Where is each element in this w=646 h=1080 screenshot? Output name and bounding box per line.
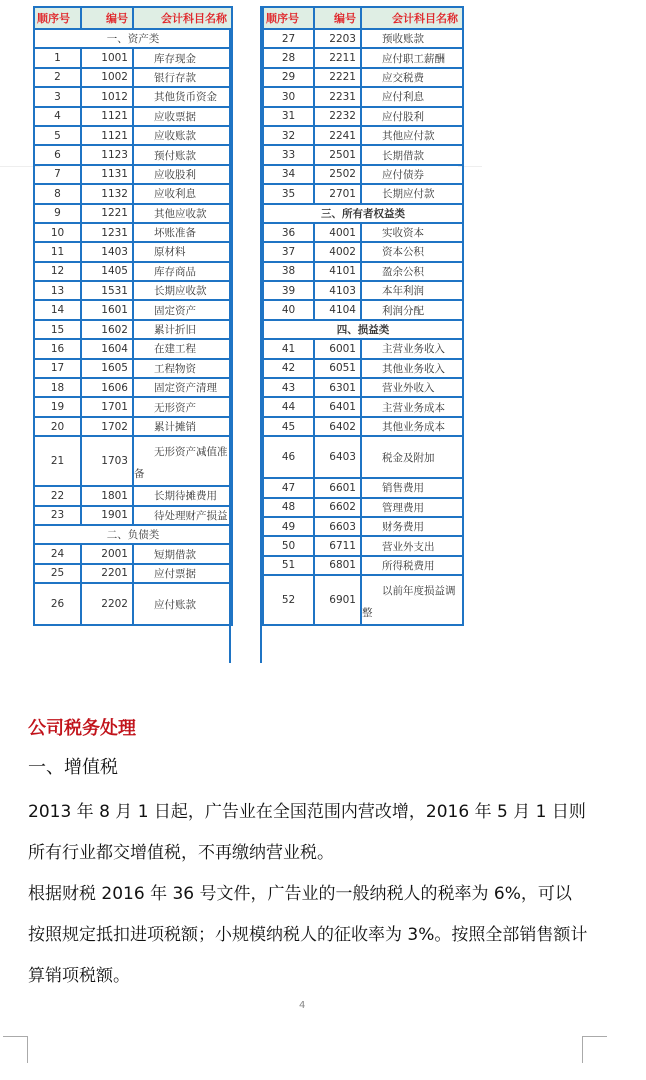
section-row xyxy=(263,320,463,339)
cell-code: 6402 xyxy=(314,417,361,436)
cell-code: 2502 xyxy=(314,165,361,184)
cell-code: 1121 xyxy=(81,126,133,145)
cell-seq: 1 xyxy=(34,48,81,67)
cell-name: 累计摊销 xyxy=(133,417,232,436)
page-number: 4 xyxy=(299,1000,306,1011)
cell-name: 长期借款 xyxy=(361,145,463,164)
table-row xyxy=(263,436,463,478)
cell-code: 4001 xyxy=(314,223,361,242)
cell-name: 应交税费 xyxy=(361,68,463,87)
table-row xyxy=(34,486,232,505)
cell-seq: 45 xyxy=(263,417,314,436)
table-header-row xyxy=(34,7,232,29)
cell-seq: 47 xyxy=(263,478,314,497)
cell-seq: 21 xyxy=(34,436,81,486)
page-corner-mark-left xyxy=(3,1036,28,1063)
cell-name: 库存商品 xyxy=(133,262,232,281)
account-table-right xyxy=(262,6,464,663)
cell-seq: 16 xyxy=(34,339,81,358)
paragraph: 根据财税 2016 年 36 号文件，广告业的一般纳税人的税率为 6%，可以按照规定抵扣进项税额；小规模纳税人的征收率为 3%。按照全部销售额计算销项税额。 xyxy=(28,884,588,986)
table-row xyxy=(34,242,232,261)
cell-seq: 12 xyxy=(34,262,81,281)
table-row xyxy=(263,107,463,126)
cell-code: 1901 xyxy=(81,506,133,525)
cell-code: 1121 xyxy=(81,107,133,126)
cell-code: 1602 xyxy=(81,320,133,339)
table-header-row xyxy=(263,7,463,29)
cell-seq: 31 xyxy=(263,107,314,126)
cell-name: 坏账准备 xyxy=(133,223,232,242)
cell-code: 2203 xyxy=(314,29,361,48)
section-row xyxy=(34,525,232,544)
table-row xyxy=(263,48,463,67)
cell-name: 应付利息 xyxy=(361,87,463,106)
table-row xyxy=(263,29,463,48)
cell-seq: 25 xyxy=(34,564,81,583)
cell-name: 应付股利 xyxy=(361,107,463,126)
cell-seq: 24 xyxy=(34,544,81,563)
page-corner-mark-right xyxy=(582,1036,607,1063)
cell-seq: 26 xyxy=(34,583,81,625)
cell-name: 利润分配 xyxy=(361,300,463,319)
table-row xyxy=(34,417,232,436)
header-name: 会计科目名称 xyxy=(133,7,232,29)
cell-name: 应收股利 xyxy=(133,165,232,184)
cell-name: 待处理财产损益 xyxy=(133,506,232,525)
cell-name: 其他业务收入 xyxy=(361,359,463,378)
cell-code: 6603 xyxy=(314,517,361,536)
table-row xyxy=(263,87,463,106)
table-row xyxy=(263,517,463,536)
cell-code: 2701 xyxy=(314,184,361,203)
cell-seq: 10 xyxy=(34,223,81,242)
table-row xyxy=(263,126,463,145)
cell-seq: 5 xyxy=(34,126,81,145)
cell-name: 应收利息 xyxy=(133,184,232,203)
table-row xyxy=(34,320,232,339)
subsection-heading: 一、增值税 xyxy=(28,757,118,778)
table-row xyxy=(34,165,232,184)
cell-name: 营业外支出 xyxy=(361,536,463,555)
cell-name: 主营业务成本 xyxy=(361,397,463,416)
table-row xyxy=(34,68,232,87)
section-label: 二、负债类 xyxy=(34,525,232,544)
header-name: 会计科目名称 xyxy=(361,7,463,29)
cell-code: 4103 xyxy=(314,281,361,300)
table-row xyxy=(34,544,232,563)
cell-seq: 11 xyxy=(34,242,81,261)
cell-name: 其他应付款 xyxy=(361,126,463,145)
header-code: 编号 xyxy=(314,7,361,29)
cell-code: 6301 xyxy=(314,378,361,397)
cell-code: 1604 xyxy=(81,339,133,358)
cell-code: 6403 xyxy=(314,436,361,478)
cell-code: 1703 xyxy=(81,436,133,486)
cell-name: 其他货币资金 xyxy=(133,87,232,106)
table-row xyxy=(263,281,463,300)
section-row xyxy=(34,29,232,48)
cell-name: 应收票据 xyxy=(133,107,232,126)
cell-name: 税金及附加 xyxy=(361,436,463,478)
table-row xyxy=(263,498,463,517)
cell-name: 累计折旧 xyxy=(133,320,232,339)
cell-code: 6401 xyxy=(314,397,361,416)
table-row xyxy=(34,397,232,416)
cell-name: 应付票据 xyxy=(133,564,232,583)
cell-code: 1123 xyxy=(81,145,133,164)
table-row xyxy=(263,478,463,497)
cell-code: 2001 xyxy=(81,544,133,563)
cell-code: 1606 xyxy=(81,378,133,397)
cell-code: 1131 xyxy=(81,165,133,184)
cell-code: 1531 xyxy=(81,281,133,300)
table-row xyxy=(34,506,232,525)
table-row xyxy=(34,564,232,583)
table-row xyxy=(34,48,232,67)
table-row xyxy=(263,397,463,416)
cell-name: 主营业务收入 xyxy=(361,339,463,358)
cell-seq: 2 xyxy=(34,68,81,87)
table-row xyxy=(34,184,232,203)
table-row xyxy=(34,145,232,164)
cell-seq: 42 xyxy=(263,359,314,378)
table-row xyxy=(34,87,232,106)
cell-code: 1702 xyxy=(81,417,133,436)
cell-name: 银行存款 xyxy=(133,68,232,87)
cell-code: 6901 xyxy=(314,575,361,625)
cell-code: 6801 xyxy=(314,556,361,575)
cell-seq: 37 xyxy=(263,242,314,261)
cell-seq: 52 xyxy=(263,575,314,625)
cell-seq: 3 xyxy=(34,87,81,106)
cell-name: 其他业务成本 xyxy=(361,417,463,436)
table-row xyxy=(34,126,232,145)
cell-seq: 43 xyxy=(263,378,314,397)
cell-code: 1221 xyxy=(81,204,133,223)
header-code: 编号 xyxy=(81,7,133,29)
cell-seq: 41 xyxy=(263,339,314,358)
cell-seq: 30 xyxy=(263,87,314,106)
cell-seq: 20 xyxy=(34,417,81,436)
cell-seq: 22 xyxy=(34,486,81,505)
cell-seq: 34 xyxy=(263,165,314,184)
table-row xyxy=(263,339,463,358)
cell-seq: 23 xyxy=(34,506,81,525)
cell-code: 1701 xyxy=(81,397,133,416)
cell-seq: 32 xyxy=(263,126,314,145)
cell-code: 1231 xyxy=(81,223,133,242)
cell-name: 无形资产减值准 备 xyxy=(133,436,232,486)
table-row xyxy=(34,262,232,281)
cell-seq: 49 xyxy=(263,517,314,536)
table-body-left xyxy=(34,29,232,625)
table-row xyxy=(263,536,463,555)
cell-code: 1001 xyxy=(81,48,133,67)
cell-code: 6051 xyxy=(314,359,361,378)
table-row xyxy=(263,556,463,575)
cell-code: 6602 xyxy=(314,498,361,517)
cell-seq: 27 xyxy=(263,29,314,48)
cell-name: 工程物资 xyxy=(133,359,232,378)
cell-code: 6001 xyxy=(314,339,361,358)
cell-seq: 18 xyxy=(34,378,81,397)
cell-name: 固定资产 xyxy=(133,300,232,319)
table-row xyxy=(263,359,463,378)
cell-name: 以前年度损益调 整 xyxy=(361,575,463,625)
table-row xyxy=(34,107,232,126)
document-body xyxy=(28,714,588,997)
cell-name: 其他应收款 xyxy=(133,204,232,223)
cell-seq: 15 xyxy=(34,320,81,339)
cell-seq: 8 xyxy=(34,184,81,203)
cell-name: 资本公积 xyxy=(361,242,463,261)
section-label: 一、资产类 xyxy=(34,29,232,48)
cell-seq: 38 xyxy=(263,262,314,281)
cell-code: 2501 xyxy=(314,145,361,164)
cell-seq: 17 xyxy=(34,359,81,378)
cell-name: 库存现金 xyxy=(133,48,232,67)
cell-name: 所得税费用 xyxy=(361,556,463,575)
cell-seq: 40 xyxy=(263,300,314,319)
table-row xyxy=(263,184,463,203)
cell-code: 2202 xyxy=(81,583,133,625)
cell-seq: 7 xyxy=(34,165,81,184)
cell-seq: 48 xyxy=(263,498,314,517)
cell-code: 4002 xyxy=(314,242,361,261)
cell-name: 预收账款 xyxy=(361,29,463,48)
cell-code: 1403 xyxy=(81,242,133,261)
cell-code: 2221 xyxy=(314,68,361,87)
cell-seq: 19 xyxy=(34,397,81,416)
cell-name: 实收资本 xyxy=(361,223,463,242)
cell-name: 应付账款 xyxy=(133,583,232,625)
cell-code: 2232 xyxy=(314,107,361,126)
cell-seq: 39 xyxy=(263,281,314,300)
cell-code: 1002 xyxy=(81,68,133,87)
cell-seq: 36 xyxy=(263,223,314,242)
cell-seq: 51 xyxy=(263,556,314,575)
cell-code: 2231 xyxy=(314,87,361,106)
cell-seq: 28 xyxy=(263,48,314,67)
cell-name: 固定资产清理 xyxy=(133,378,232,397)
section-title: 公司税务处理 xyxy=(28,718,136,739)
cell-seq: 13 xyxy=(34,281,81,300)
table-gap xyxy=(229,6,262,663)
table-row xyxy=(263,417,463,436)
section-label: 三、所有者权益类 xyxy=(263,204,463,223)
cell-code: 1132 xyxy=(81,184,133,203)
cell-seq: 44 xyxy=(263,397,314,416)
table-row xyxy=(34,281,232,300)
cell-name: 应收账款 xyxy=(133,126,232,145)
table-row xyxy=(263,300,463,319)
table-row xyxy=(34,583,232,625)
cell-code: 1601 xyxy=(81,300,133,319)
table-row xyxy=(34,204,232,223)
table-row xyxy=(34,359,232,378)
cell-name: 长期应收款 xyxy=(133,281,232,300)
cell-name: 原材料 xyxy=(133,242,232,261)
cell-code: 1605 xyxy=(81,359,133,378)
cell-code: 6601 xyxy=(314,478,361,497)
table-row xyxy=(263,378,463,397)
cell-code: 1405 xyxy=(81,262,133,281)
cell-seq: 6 xyxy=(34,145,81,164)
header-seq: 顺序号 xyxy=(263,7,314,29)
table-row xyxy=(263,262,463,281)
cell-name: 销售费用 xyxy=(361,478,463,497)
cell-name: 营业外收入 xyxy=(361,378,463,397)
cell-name: 本年利润 xyxy=(361,281,463,300)
cell-name: 财务费用 xyxy=(361,517,463,536)
table-row xyxy=(34,436,232,486)
paragraph: 2013 年 8 月 1 日起，广告业在全国范围内营改增，2016 年 5 月 1 日则所有行业都交增值税，不再缴纳营业税。 xyxy=(28,802,586,863)
cell-code: 1801 xyxy=(81,486,133,505)
table-row xyxy=(263,223,463,242)
table-row xyxy=(34,378,232,397)
table-row xyxy=(34,223,232,242)
cell-name: 预付账款 xyxy=(133,145,232,164)
cell-seq: 33 xyxy=(263,145,314,164)
cell-name: 管理费用 xyxy=(361,498,463,517)
cell-name: 应付职工薪酬 xyxy=(361,48,463,67)
cell-seq: 50 xyxy=(263,536,314,555)
table-row xyxy=(34,300,232,319)
cell-code: 4104 xyxy=(314,300,361,319)
table-row xyxy=(263,242,463,261)
cell-name: 长期应付款 xyxy=(361,184,463,203)
account-table-left xyxy=(33,6,233,663)
cell-name: 在建工程 xyxy=(133,339,232,358)
cell-seq: 14 xyxy=(34,300,81,319)
table-row xyxy=(263,575,463,625)
cell-code: 1012 xyxy=(81,87,133,106)
cell-seq: 46 xyxy=(263,436,314,478)
cell-name: 短期借款 xyxy=(133,544,232,563)
cell-code: 6711 xyxy=(314,536,361,555)
cell-code: 2241 xyxy=(314,126,361,145)
cell-name: 盈余公积 xyxy=(361,262,463,281)
cell-name: 应付债券 xyxy=(361,165,463,184)
cell-seq: 29 xyxy=(263,68,314,87)
cell-seq: 9 xyxy=(34,204,81,223)
cell-code: 2211 xyxy=(314,48,361,67)
cell-code: 4101 xyxy=(314,262,361,281)
cell-name: 长期待摊费用 xyxy=(133,486,232,505)
cell-seq: 4 xyxy=(34,107,81,126)
table-row xyxy=(263,165,463,184)
table-row xyxy=(263,68,463,87)
cell-code: 2201 xyxy=(81,564,133,583)
table-body-right xyxy=(263,29,463,625)
section-row xyxy=(263,204,463,223)
header-seq: 顺序号 xyxy=(34,7,81,29)
cell-seq: 35 xyxy=(263,184,314,203)
section-label: 四、损益类 xyxy=(263,320,463,339)
table-row xyxy=(34,339,232,358)
cell-name: 无形资产 xyxy=(133,397,232,416)
table-row xyxy=(263,145,463,164)
